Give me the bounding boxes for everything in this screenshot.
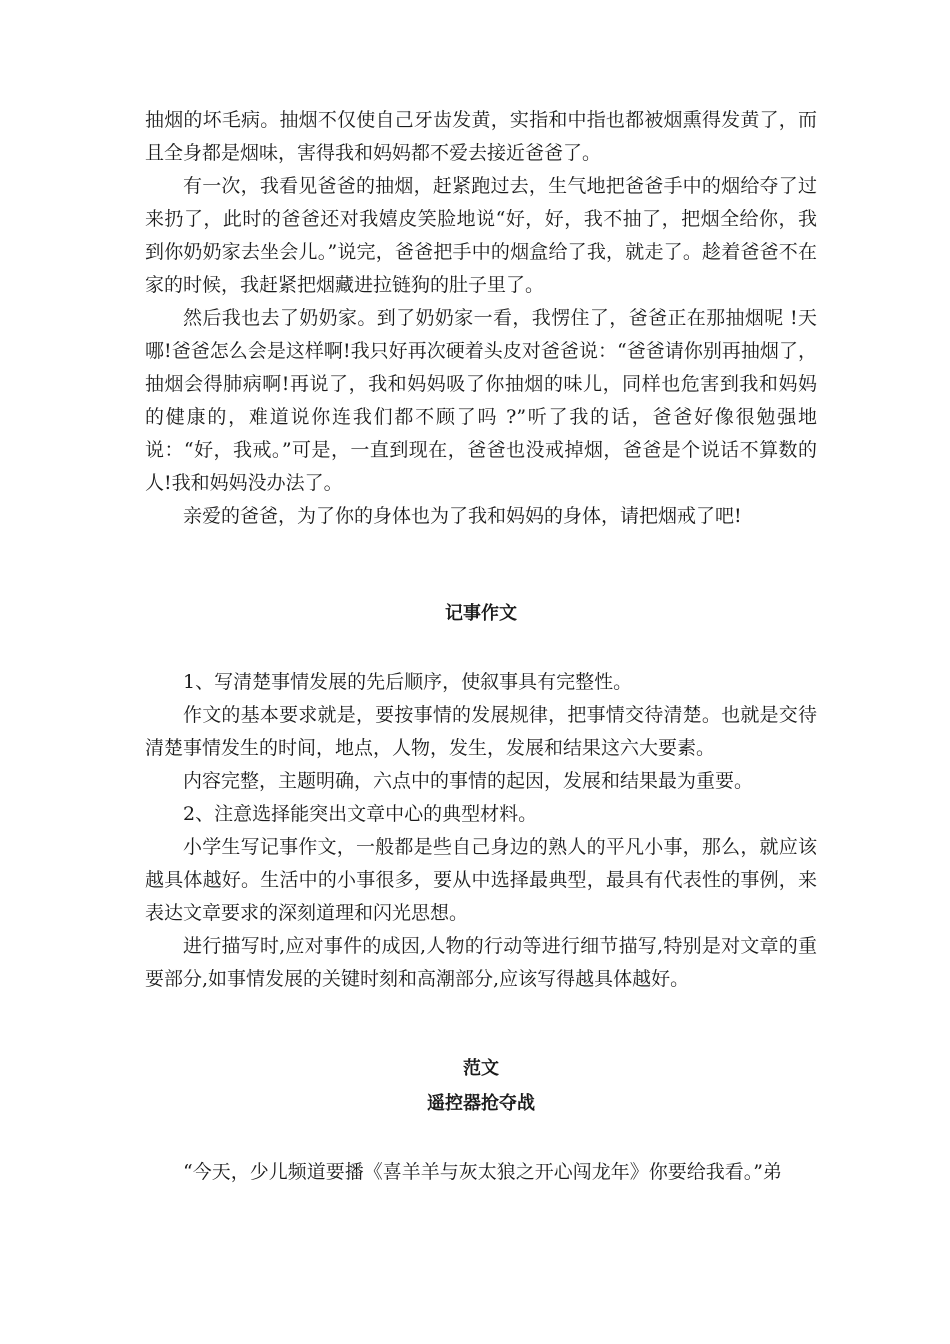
paragraph: 抽烟的坏毛病。抽烟不仅使自己牙齿发黄，实指和中指也都被烟熏得发黄了，而且全身都是烟味，害得我和妈妈都不爱去接近爸爸了。: [145, 109, 817, 164]
paragraph: 内容完整，主题明确，六点中的事情的起因，发展和结果最为重要。: [183, 770, 754, 792]
section-title: 记事作文: [445, 603, 517, 624]
paragraph: 有一次，我看见爸爸的抽烟，赶紧跑过去，生气地把爸爸手中的烟给夺了过来扔了，此时的爸爸还对我嬉皮笑脸地说“好，好，我不抽了，把烟全给你，我到你奶奶家去坐会儿。”说完，爸爸把手中的烟盒给了我，就走了。趁着爸爸不在家的时候，我赶紧把烟藏进拉链狗的肚子里了。: [145, 175, 817, 296]
paragraph: 作文的基本要求就是，要按事情的发展规律，把事情交待清楚。也就是交待清楚事情发生的时间，地点，人物，发生，发展和结果这六大要素。: [145, 704, 817, 759]
paragraph: 然后我也去了奶奶家。到了奶奶家一看，我愣住了，爸爸正在那抽烟呢 !天哪!爸爸怎么会是这样啊!我只好再次硬着头皮对爸爸说：“爸爸请你别再抽烟了，抽烟会得肺病啊!再说了，我和妈妈吸了你抽烟的味儿，同样也危害到我和妈妈的健康的，难道说你连我们都不顾了吗 ?”听了我的话，爸爸好像很勉强地说：“好，我戒。”可是，一直到现在，爸爸也没戒掉烟，爸爸是个说话不算数的人!我和妈妈没办法了。: [145, 307, 817, 494]
sample-essay: [145, 1156, 817, 1189]
paragraph: 亲爱的爸爸，为了你的身体也为了我和妈妈的身体，请把烟戒了吧!: [183, 505, 742, 527]
tip-heading: 2、注意选择能突出文章中心的典型材料。: [183, 803, 538, 825]
paragraph: “今天，少儿频道要播《喜羊羊与灰太狼之开心闯龙年》你要给我看。”弟: [183, 1161, 782, 1183]
sample-label: 范文: [463, 1058, 499, 1079]
sample-title: 遥控器抢夺战: [427, 1093, 535, 1114]
tip-heading: 1、写清楚事情发展的先后顺序，使叙事具有完整性。: [183, 671, 633, 693]
paragraph: 进行描写时,应对事件的成因,人物的行动等进行细节描写,特别是对文章的重要部分,如事情发展的关键时刻和高潮部分,应该写得越具体越好。: [145, 935, 817, 990]
essay-continuation: [145, 104, 817, 533]
writing-tips: [145, 666, 817, 996]
paragraph: 小学生写记事作文，一般都是些自己身边的熟人的平凡小事，那么，就应该越具体越好。生活中的小事很多，要从中选择最典型，最具有代表性的事例，来表达文章要求的深刻道理和闪光思想。: [145, 836, 817, 924]
